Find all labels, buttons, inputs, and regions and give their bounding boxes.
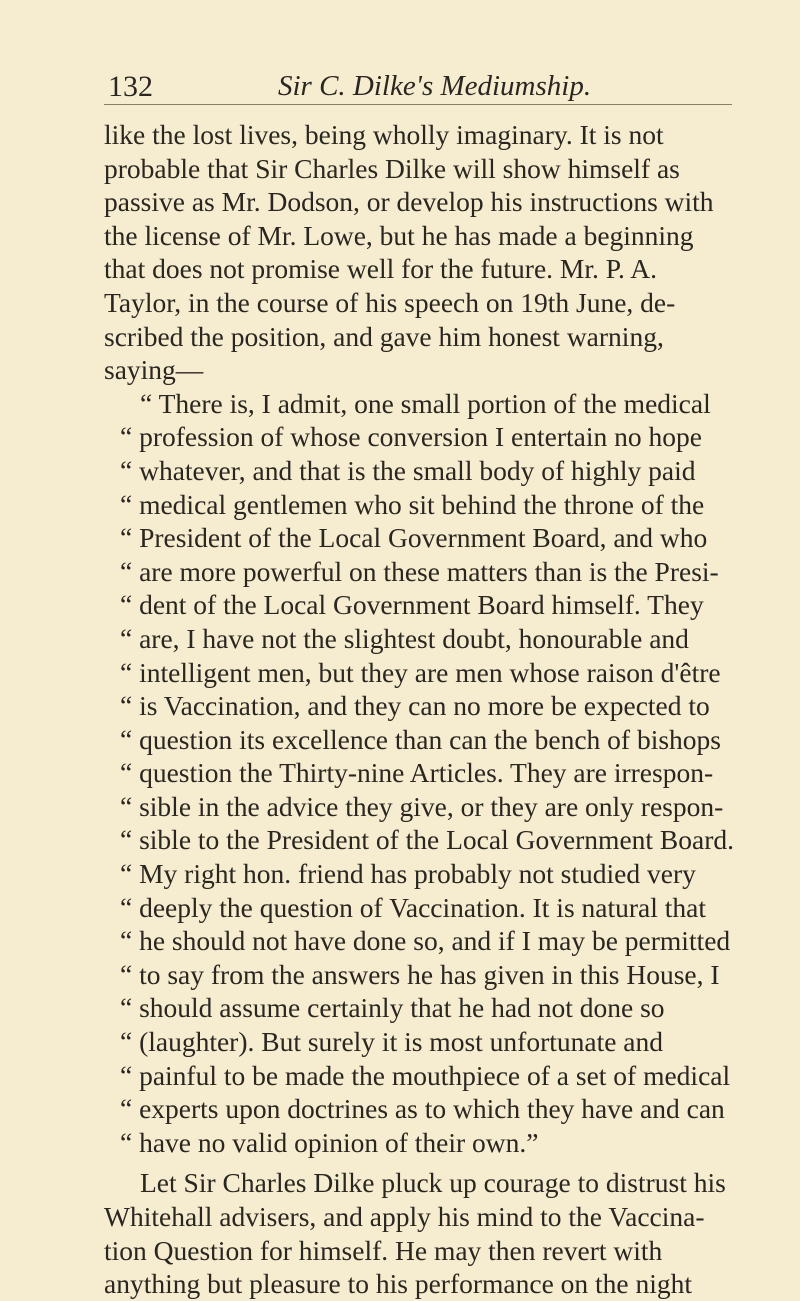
quotation-line: “ sible in the advice they give, or they are only respon- (120, 790, 724, 822)
quotation-line: “ There is, I admit, one small portion of the medical (140, 387, 711, 419)
paragraph1-line: Taylor, in the course of his speech on 19th June, de- (104, 286, 676, 318)
quotation-line: “ question its excellence than can the bench of bishops (120, 723, 721, 755)
quotation-line: “ President of the Local Government Board, and who (120, 522, 708, 554)
quotation-line: “ My right hon. friend has probably not studied very (120, 858, 696, 890)
paragraph1-line: like the lost lives, being wholly imaginary. It is not (104, 119, 664, 150)
quotation-line: “ profession of whose conversion I entertain no hope (120, 421, 702, 453)
paragraph2-line: anything but pleasure to his performance on the night (104, 1268, 693, 1300)
page-number: 132 (108, 70, 153, 103)
quotation-line: “ is Vaccination, and they can no more be expected to (120, 690, 710, 722)
paragraph1-line: the license of Mr. Lowe, but he has made a beginning (104, 219, 694, 251)
paragraph2-line: Whitehall advisers, and apply his mind to the Vaccina- (104, 1201, 705, 1232)
quotation-line: “ experts upon doctrines as to which they have and can (120, 1093, 725, 1125)
running-title: Sir C. Dilke's Mediumship. (278, 70, 592, 102)
quotation-line: “ are, I have not the slightest doubt, honourable and (120, 622, 689, 654)
quotation-line: “ whatever, and that is the small body of highly paid (120, 454, 696, 486)
quotation-line: “ to say from the answers he has given in this House, I (120, 958, 720, 990)
quotation-line: “ question the Thirty-nine Articles. They are irrespon- (120, 757, 714, 789)
paragraph2-line: tion Question for himself. He may then revert with (104, 1234, 663, 1266)
quotation-line: “ medical gentlemen who sit behind the throne of the (120, 488, 705, 520)
quotation-line: “ intelligent men, but they are men whose raison d'être (120, 656, 721, 688)
paragraph-1 (104, 118, 732, 387)
paragraph1-line: probable that Sir Charles Dilke will show himself as (104, 152, 680, 184)
quotation-line: “ painful to be made the mouthpiece of a set of medical (120, 1059, 731, 1091)
paragraph1-line: saying— (104, 354, 204, 386)
quotation-line: “ deeply the question of Vaccination. It is natural that (120, 891, 706, 923)
quotation-line: “ (laughter). But surely it is most unfortunate and (120, 1026, 664, 1058)
quotation-line: “ he should not have done so, and if I may be permitted (120, 925, 731, 957)
paragraph-2 (104, 1166, 732, 1300)
quotation-line: “ dent of the Local Government Board himself. They (120, 589, 704, 621)
paragraph1-line: scribed the position, and gave him honest warning, (104, 320, 664, 352)
paragraph1-line: that does not promise well for the future. Mr. P. A. (104, 253, 657, 285)
quotation-line: “ should assume certainly that he had not done so (120, 992, 665, 1024)
page-body (104, 118, 732, 1301)
header-rule (104, 104, 732, 105)
paragraph2-line: Let Sir Charles Dilke pluck up courage to distrust his (140, 1167, 726, 1199)
quotation-line: “ sible to the President of the Local Government Board. (120, 824, 734, 856)
quotation-line: “ have no valid opinion of their own.” (120, 1126, 539, 1158)
quotation-block (104, 387, 732, 1160)
paragraph1-line: passive as Mr. Dodson, or develop his instructions with (104, 186, 714, 218)
quotation-line: “ are more powerful on these matters than is the Presi- (120, 555, 719, 587)
